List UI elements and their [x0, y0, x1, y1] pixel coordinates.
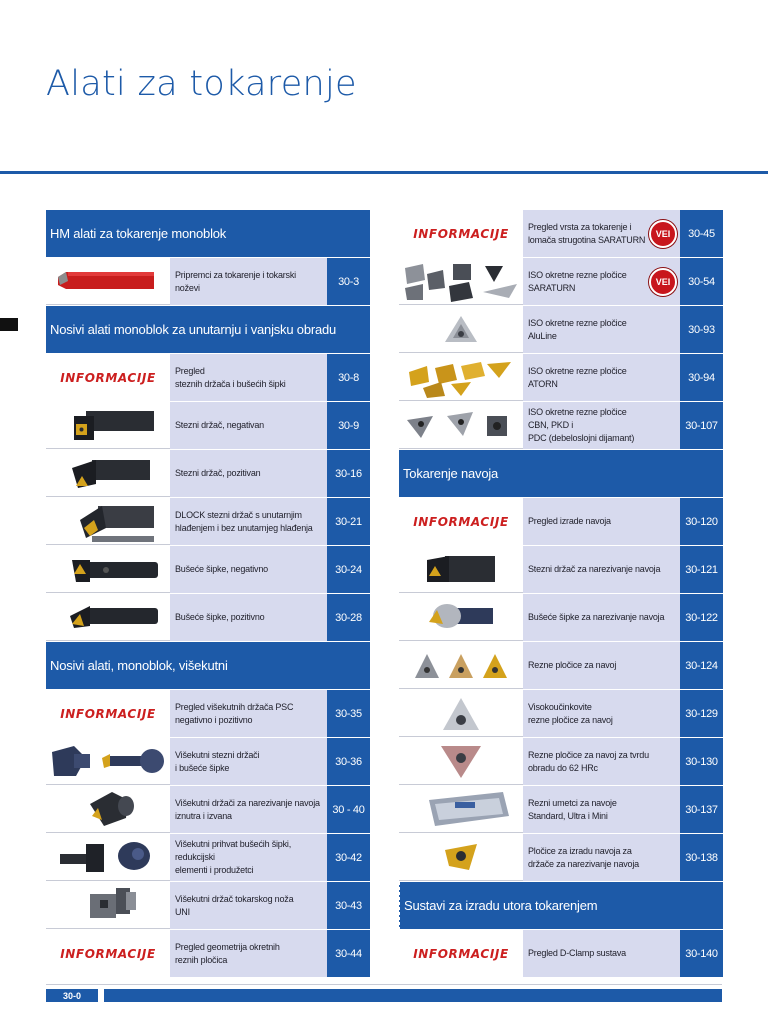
row-description: DLOCK stezni držač s unutarnjim hlađenjem i bez unutarnjeg hlađenja [170, 498, 327, 545]
vei-logo: VEI [649, 268, 677, 296]
row-description: Pregled steznih držača i bušećih šipki [170, 354, 327, 401]
catalog-row[interactable] [399, 354, 723, 402]
row-description: Rezne pločice za navoj za tvrdu obradu do 62 HRc [523, 738, 680, 785]
thread-plate-image [399, 834, 523, 881]
row-description: ISO okretne rezne pločice SARATURN [523, 258, 680, 305]
informacije-badge[interactable]: INFORMACIJE [413, 226, 509, 241]
thread-boring-bar-image [399, 594, 523, 641]
vei-logo: VEI [649, 220, 677, 248]
row-description: Rezne pločice za navoj [523, 642, 680, 689]
catalog-row[interactable] [46, 402, 370, 450]
dlock-holder-image [46, 498, 170, 545]
catalog-row[interactable] [46, 450, 370, 498]
catalog-row[interactable] [399, 402, 723, 450]
catalog-row[interactable] [399, 498, 723, 546]
thread-toolholder-image [399, 546, 523, 593]
page-reference-link[interactable]: 30-129 [680, 690, 723, 737]
catalog-row[interactable] [399, 834, 723, 882]
row-description: Pregled geometrija okretnih reznih pločica [170, 930, 327, 977]
informacije-badge[interactable]: INFORMACIJE [60, 946, 156, 961]
page-reference-link[interactable]: 30-107 [680, 402, 723, 449]
page-reference-link[interactable]: 30-94 [680, 354, 723, 401]
hm-tool-bit-image [46, 258, 170, 305]
row-description: Bušeće šipke, negativno [170, 546, 327, 593]
page-reference-link[interactable]: 30-8 [327, 354, 370, 401]
page-reference-link[interactable]: 30-45 [680, 210, 723, 257]
page-reference-link[interactable]: 30-124 [680, 642, 723, 689]
row-description: Stezni držač, negativan [170, 402, 327, 449]
page-reference-link[interactable]: 30-21 [327, 498, 370, 545]
page-reference-link[interactable]: 30-138 [680, 834, 723, 881]
catalog-row[interactable] [399, 306, 723, 354]
section-header[interactable]: Sustavi za izradu utora tokarenjem [399, 882, 723, 930]
row-description: Rezni umetci za navoje Standard, Ultra i Mini [523, 786, 680, 833]
section-header[interactable]: Nosivi alati, monoblok, višekutni [46, 642, 370, 690]
page-reference-link[interactable]: 30-140 [680, 930, 723, 977]
page-number: 30-0 [46, 989, 98, 1002]
catalog-row[interactable] [399, 210, 723, 258]
row-description: Pločice za izradu navoja za držače za narezivanje navoja [523, 834, 680, 881]
row-description: Pripremci za tokarenje i tokarski noževi [170, 258, 327, 305]
boring-bar-positive-image [46, 594, 170, 641]
page-reference-link[interactable]: 30-3 [327, 258, 370, 305]
catalog-row[interactable] [46, 594, 370, 642]
informacije-badge[interactable]: INFORMACIJE [413, 946, 509, 961]
row-description: Stezni držač, pozitivan [170, 450, 327, 497]
title-divider [0, 171, 768, 174]
hp-thread-insert-image [399, 690, 523, 737]
page-reference-link[interactable]: 30-122 [680, 594, 723, 641]
thread-inserts-image [399, 642, 523, 689]
psc-uni-image [46, 882, 170, 929]
page-title: Alati za tokarenje [46, 64, 357, 104]
page-reference-link[interactable]: 30-36 [327, 738, 370, 785]
row-description: Stezni držač za narezivanje navoja [523, 546, 680, 593]
psc-adapters-image [46, 834, 170, 881]
section-header[interactable]: Nosivi alati monoblok za unutarnju i vanjsku obradu [46, 306, 370, 354]
row-description: Višekutni držači za narezivanje navoja iznutra i izvana [170, 786, 327, 833]
page-reference-link[interactable]: 30-9 [327, 402, 370, 449]
catalog-row[interactable] [399, 258, 723, 306]
page-reference-link[interactable]: 30-44 [327, 930, 370, 977]
row-description: Bušeće šipke za narezivanje navoja [523, 594, 680, 641]
section-header[interactable]: Tokarenje navoja [399, 450, 723, 498]
row-description: Višekutni prihvat bušećih šipki, redukcijski elementi i produžetci [170, 834, 327, 881]
catalog-row[interactable] [46, 690, 370, 738]
catalog-row[interactable] [399, 690, 723, 738]
psc-holders-image [46, 738, 170, 785]
page-reference-link[interactable]: 30-43 [327, 882, 370, 929]
row-description: ISO okretne rezne pločice AluLine [523, 306, 680, 353]
right-column [399, 210, 723, 978]
footer-bar [104, 989, 722, 1002]
catalog-row[interactable] [46, 834, 370, 882]
page-reference-link[interactable]: 30-130 [680, 738, 723, 785]
catalog-row[interactable] [399, 930, 723, 978]
thread-inserts-set-image [399, 786, 523, 833]
aluline-insert-image [399, 306, 523, 353]
catalog-row[interactable] [46, 786, 370, 834]
catalog-row[interactable] [399, 738, 723, 786]
psc-threading-image [46, 786, 170, 833]
row-description: Pregled vrsta za tokarenje i lomača strugotina SARATURN [523, 210, 680, 257]
row-description: Bušeće šipke, pozitivno [170, 594, 327, 641]
catalog-row[interactable] [399, 594, 723, 642]
informacije-badge[interactable]: INFORMACIJE [60, 706, 156, 721]
row-description: Pregled višekutnih držača PSC negativno i pozitivno [170, 690, 327, 737]
catalog-row[interactable] [399, 786, 723, 834]
catalog-row[interactable] [46, 738, 370, 786]
row-description: Višekutni stezni držači i bušeće šipke [170, 738, 327, 785]
atorn-inserts-image [399, 354, 523, 401]
page-reference-link[interactable]: 30-120 [680, 498, 723, 545]
footer-divider [46, 984, 722, 985]
row-description: Višekutni držač tokarskog noža UNI [170, 882, 327, 929]
row-description: Visokoučinkovite rezne pločice za navoj [523, 690, 680, 737]
row-description: Pregled D-Clamp sustava [523, 930, 680, 977]
page-reference-link[interactable]: 30 - 40 [327, 786, 370, 833]
row-description: ISO okretne rezne pločice CBN, PKD i PDC (debeloslojni dijamant) [523, 402, 680, 449]
catalog-row[interactable] [46, 498, 370, 546]
toolholder-negative-image [46, 402, 170, 449]
catalog-row[interactable] [399, 546, 723, 594]
row-description: Pregled izrade navoja [523, 498, 680, 545]
informacije-badge[interactable]: INFORMACIJE [60, 370, 156, 385]
row-description: ISO okretne rezne pločice ATORN [523, 354, 680, 401]
cbn-pkd-inserts-image [399, 402, 523, 449]
catalog-row[interactable] [46, 882, 370, 930]
iso-inserts-saraturn-image [399, 258, 523, 305]
page-reference-link[interactable]: 30-54 [680, 258, 723, 305]
page-reference-link[interactable]: 30-121 [680, 546, 723, 593]
page-reference-link[interactable]: 30-42 [327, 834, 370, 881]
informacije-badge[interactable]: INFORMACIJE [413, 514, 509, 529]
catalog-row[interactable] [46, 354, 370, 402]
catalog-row[interactable] [46, 258, 370, 306]
page-reference-link[interactable]: 30-137 [680, 786, 723, 833]
page-reference-link[interactable]: 30-93 [680, 306, 723, 353]
catalog-row[interactable] [46, 930, 370, 978]
page-reference-link[interactable]: 30-16 [327, 450, 370, 497]
page-reference-link[interactable]: 30-28 [327, 594, 370, 641]
catalog-row[interactable] [46, 546, 370, 594]
left-column [46, 210, 370, 978]
page-reference-link[interactable]: 30-24 [327, 546, 370, 593]
boring-bar-negative-image [46, 546, 170, 593]
section-header[interactable]: HM alati za tokarenje monoblok [46, 210, 370, 258]
catalog-row[interactable] [399, 642, 723, 690]
page-reference-link[interactable]: 30-35 [327, 690, 370, 737]
edge-tab-marker [0, 318, 18, 331]
hard-thread-insert-image [399, 738, 523, 785]
toolholder-positive-image [46, 450, 170, 497]
